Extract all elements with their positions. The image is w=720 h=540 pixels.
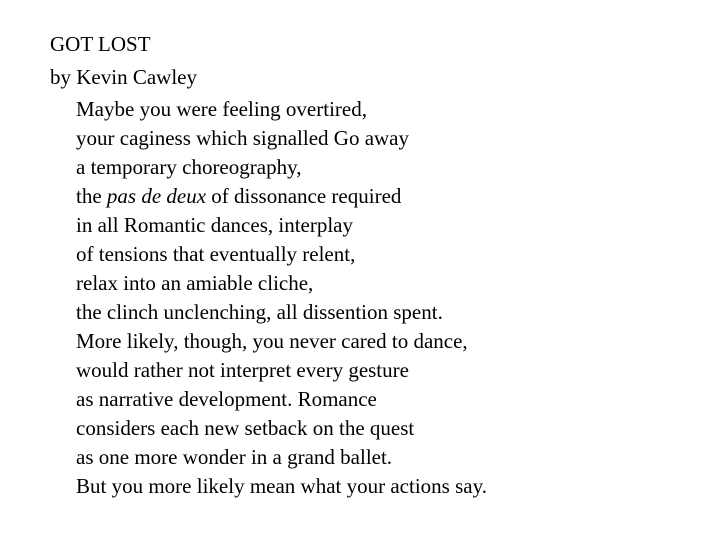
poem-line: of tensions that eventually relent,: [76, 242, 356, 266]
poem-line-text: the: [76, 184, 107, 208]
poem-line: a temporary choreography,: [76, 155, 302, 179]
poem-line-text: of dissonance required: [206, 184, 402, 208]
poem-line: More likely, though, you never cared to dance,: [76, 329, 468, 353]
poem-line-italic: pas de deux: [106, 184, 207, 208]
poem-line: [76, 182, 487, 211]
poem-body: [76, 95, 487, 501]
poem-line: as one more wonder in a grand ballet.: [76, 445, 393, 469]
poem-line: as narrative development. Romance: [76, 387, 377, 411]
poem-byline: by Kevin Cawley: [50, 65, 197, 89]
poem-line: considers each new setback on the quest: [76, 416, 415, 440]
poem-line: your caginess which signalled Go away: [76, 126, 409, 150]
poem-line: relax into an amiable cliche,: [76, 271, 314, 295]
poem-line: Maybe you were feeling overtired,: [76, 97, 367, 121]
poem-line: would rather not interpret every gesture: [76, 358, 409, 382]
poem-title: GOT LOST: [50, 32, 151, 56]
poem-line: in all Romantic dances, interplay: [76, 213, 353, 237]
poem-line: the clinch unclenching, all dissention spent.: [76, 300, 443, 324]
poem-line: But you more likely mean what your actions say.: [76, 474, 487, 498]
